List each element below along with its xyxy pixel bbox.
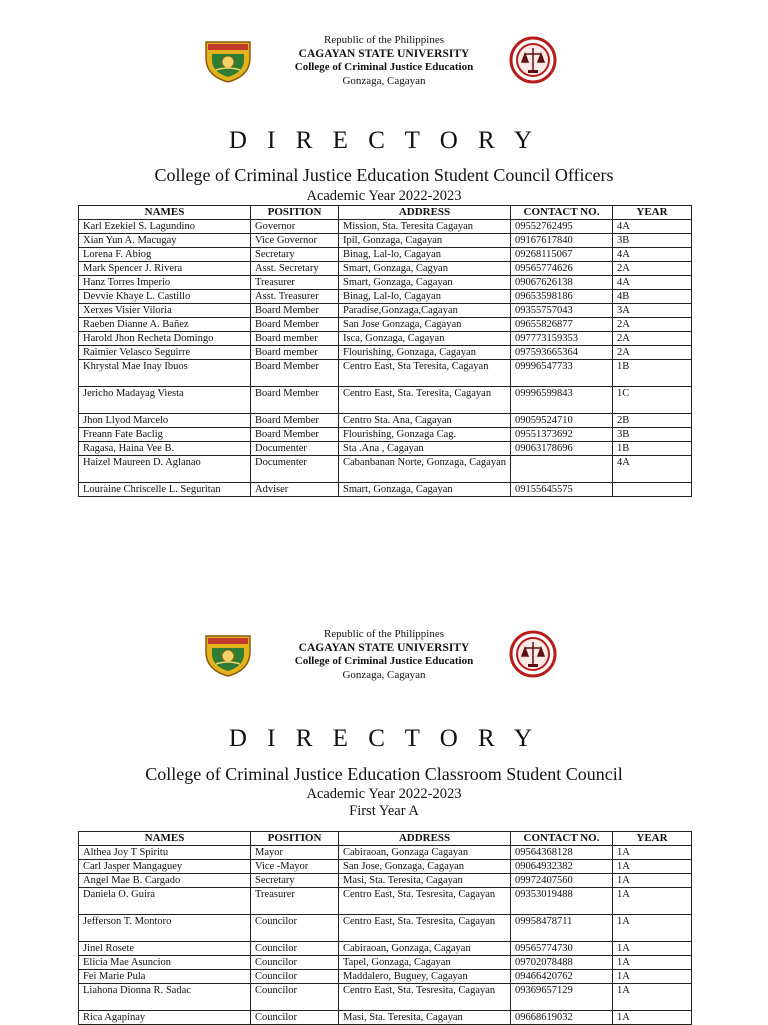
cell-position: Councilor: [251, 984, 339, 1011]
cell-address: San Jose, Gonzaga, Cagayan: [339, 860, 511, 874]
classroom-council-table: [78, 831, 692, 1025]
cell-contact: 09565774626: [511, 262, 613, 276]
letterhead-text: [234, 34, 534, 88]
table-row: [79, 942, 692, 956]
cell-name: Liahona Dionna R. Sadac: [79, 984, 251, 1011]
cell-name: Khrystal Mae Inay Ibuos: [79, 360, 251, 387]
cell-address: Centro East, Sta. Tesresita, Cagayan: [339, 915, 511, 942]
officers-table-body: [79, 220, 692, 497]
cell-address: Binag, Lal-lo, Cagayan: [339, 248, 511, 262]
cell-contact: 09355757043: [511, 304, 613, 318]
cell-name: Raimier Velasco Seguirre: [79, 346, 251, 360]
cell-year: 3B: [613, 234, 692, 248]
table-row: [79, 220, 692, 234]
cell-contact: [511, 456, 613, 483]
cell-name: Louraine Chriscelle L. Seguritan: [79, 483, 251, 497]
cell-name: Devvie Khaye L. Castillo: [79, 290, 251, 304]
cell-position: Asst. Secretary: [251, 262, 339, 276]
cell-contact: 09353019488: [511, 888, 613, 915]
cell-position: Vice -Mayor: [251, 860, 339, 874]
cell-address: Centro Sta. Ana, Cagayan: [339, 414, 511, 428]
cell-name: Xian Yun A. Macugay: [79, 234, 251, 248]
cell-position: Asst. Treasurer: [251, 290, 339, 304]
cell-year: 1C: [613, 387, 692, 414]
col-header-year: YEAR: [613, 206, 692, 220]
table-header-row: [79, 206, 692, 220]
table-row: [79, 442, 692, 456]
council-subtitle-2: College of Criminal Justice Education Classroom Student Council: [145, 764, 623, 784]
cell-position: Councilor: [251, 1011, 339, 1025]
cell-address: San Jose Gonzaga, Cagayan: [339, 318, 511, 332]
cell-contact: 09551373692: [511, 428, 613, 442]
college-name: College of Criminal Justice Education: [294, 61, 474, 73]
cell-position: Secretary: [251, 874, 339, 888]
table-row: [79, 262, 692, 276]
cell-year: 2A: [613, 318, 692, 332]
cell-position: Treasurer: [251, 276, 339, 290]
table-header-row: [79, 832, 692, 846]
cell-name: Jefferson T. Montoro: [79, 915, 251, 942]
table-row: [79, 428, 692, 442]
cell-contact: 09167617840: [511, 234, 613, 248]
directory-title-2: D I R E C T O R Y: [228, 725, 540, 752]
academic-year-2: Academic Year 2022-2023: [306, 786, 462, 802]
table-row: [79, 346, 692, 360]
university-name: CAGAYAN STATE UNIVERSITY: [298, 641, 470, 654]
table-row: [79, 248, 692, 262]
cell-contact: 09064932382: [511, 860, 613, 874]
cell-year: 1A: [613, 956, 692, 970]
directory-title-1: D I R E C T O R Y: [228, 127, 540, 154]
cell-position: Board member: [251, 346, 339, 360]
cell-address: Centro East, Sta. Tesresita, Cagayan: [339, 888, 511, 915]
cell-contact: 09063178696: [511, 442, 613, 456]
cell-name: Mark Spencer J. Rivera: [79, 262, 251, 276]
col-header-position: POSITION: [251, 206, 339, 220]
letterhead-text: [234, 628, 534, 682]
cell-name: Haizel Maureen D. Aglanao: [79, 456, 251, 483]
campus-location: Gonzaga, Cagayan: [342, 74, 426, 87]
cell-name: Jhon Llyod Marcelo: [79, 414, 251, 428]
cell-contact: 09565774730: [511, 942, 613, 956]
cell-name: Hanz Torres Imperio: [79, 276, 251, 290]
cell-year: 4A: [613, 276, 692, 290]
table-row: [79, 318, 692, 332]
cell-contact: 09067626138: [511, 276, 613, 290]
classroom-council-table-body: [79, 846, 692, 1025]
cell-address: Cabiraoan, Gonzaga, Cagayan: [339, 942, 511, 956]
table-row: [79, 888, 692, 915]
table-row: [79, 414, 692, 428]
cell-position: Board Member: [251, 304, 339, 318]
cell-name: Rica Agapinay: [79, 1011, 251, 1025]
cell-name: Ragasa, Haina Vee B.: [79, 442, 251, 456]
cell-name: Daniela O. Guira: [79, 888, 251, 915]
table-row: [79, 387, 692, 414]
cell-year: 1A: [613, 846, 692, 860]
class-label: First Year A: [349, 803, 419, 819]
cell-position: Documenter: [251, 456, 339, 483]
col-header-year: YEAR: [613, 832, 692, 846]
cell-address: Centro East, Sta. Tesresita, Cagayan: [339, 984, 511, 1011]
cell-year: 4A: [613, 248, 692, 262]
table-row: [79, 846, 692, 860]
cell-contact: 09996599843: [511, 387, 613, 414]
cell-contact: 09369657129: [511, 984, 613, 1011]
college-name: College of Criminal Justice Education: [294, 655, 474, 667]
cell-position: Vice Governor: [251, 234, 339, 248]
table-row: [79, 483, 692, 497]
cell-year: 4A: [613, 456, 692, 483]
letterhead-2: [0, 624, 768, 694]
cell-address: Maddalero, Buguey, Cagayan: [339, 970, 511, 984]
cell-contact: 097593665364: [511, 346, 613, 360]
cell-name: Raeben Dianne A. Bañez: [79, 318, 251, 332]
cell-year: 3B: [613, 428, 692, 442]
col-header-names: NAMES: [79, 206, 251, 220]
cell-address: Paradise,Gonzaga,Cagayan: [339, 304, 511, 318]
cell-year: 2A: [613, 346, 692, 360]
cell-position: Secretary: [251, 248, 339, 262]
university-name: CAGAYAN STATE UNIVERSITY: [298, 47, 470, 60]
cell-year: 1A: [613, 860, 692, 874]
cell-name: Jericho Madayag Viesta: [79, 387, 251, 414]
cell-position: Board Member: [251, 428, 339, 442]
cell-address: Masi, Sta. Teresita, Cagayan: [339, 874, 511, 888]
cell-address: Isca, Gonzaga, Cagayan: [339, 332, 511, 346]
cell-name: Harold Jhon Recheta Domingo: [79, 332, 251, 346]
cell-year: 1A: [613, 915, 692, 942]
cell-name: Jinel Rosete: [79, 942, 251, 956]
cell-address: Cabiraoan, Gonzaga Cagayan: [339, 846, 511, 860]
cell-position: Board Member: [251, 387, 339, 414]
cell-name: Freann Fate Baclig: [79, 428, 251, 442]
table-row: [79, 276, 692, 290]
cell-year: 4A: [613, 220, 692, 234]
cell-year: 1A: [613, 888, 692, 915]
table-row: [79, 304, 692, 318]
cell-contact: 09564368128: [511, 846, 613, 860]
col-header-contact: CONTACT NO.: [511, 832, 613, 846]
cell-position: Councilor: [251, 970, 339, 984]
council-subtitle-1: College of Criminal Justice Education Student Council Officers: [154, 165, 614, 185]
cell-contact: 09155645575: [511, 483, 613, 497]
cell-address: Sta .Ana , Cagayan: [339, 442, 511, 456]
officers-table: [78, 205, 692, 497]
col-header-names: NAMES: [79, 832, 251, 846]
cell-contact: 09655826877: [511, 318, 613, 332]
cell-name: Karl Ezekiel S. Lagundino: [79, 220, 251, 234]
cell-address: Flourishing, Gonzaga, Cagayan: [339, 346, 511, 360]
table-row: [79, 456, 692, 483]
cell-year: 1A: [613, 942, 692, 956]
republic-line: Republic of the Philippines: [323, 628, 445, 640]
cell-contact: 09702078488: [511, 956, 613, 970]
cell-year: 1B: [613, 442, 692, 456]
cell-address: Cabanbanan Norte, Gonzaga, Cagayan: [339, 456, 511, 483]
campus-location: Gonzaga, Cagayan: [342, 668, 426, 681]
academic-year-1: Academic Year 2022-2023: [306, 188, 462, 204]
cell-position: Councilor: [251, 956, 339, 970]
table-row: [79, 860, 692, 874]
cell-address: Tapel, Gonzaga, Cagayan: [339, 956, 511, 970]
cell-address: Flourishing, Gonzaga Cag.: [339, 428, 511, 442]
cell-contact: 09552762495: [511, 220, 613, 234]
cell-position: Board Member: [251, 318, 339, 332]
cell-contact: 09059524710: [511, 414, 613, 428]
cell-address: Smart, Gonzaga, Cagyan: [339, 262, 511, 276]
table-row: [79, 360, 692, 387]
table-row: [79, 915, 692, 942]
table-row: [79, 874, 692, 888]
college-seal-icon: [509, 36, 557, 84]
cell-contact: 09996547733: [511, 360, 613, 387]
cell-contact: 09972407560: [511, 874, 613, 888]
cell-address: Mission, Sta. Teresita Cagayan: [339, 220, 511, 234]
table-row: [79, 970, 692, 984]
cell-year: 3A: [613, 304, 692, 318]
cell-name: Carl Jasper Mangaguey: [79, 860, 251, 874]
cell-name: Xerxes Visier Viloria: [79, 304, 251, 318]
cell-year: 1B: [613, 360, 692, 387]
col-header-position: POSITION: [251, 832, 339, 846]
cell-position: Governor: [251, 220, 339, 234]
cell-position: Councilor: [251, 942, 339, 956]
col-header-address: ADDRESS: [339, 206, 511, 220]
cell-name: Fei Marie Pula: [79, 970, 251, 984]
table-row: [79, 290, 692, 304]
cell-year: 1A: [613, 984, 692, 1011]
cell-year: 2A: [613, 332, 692, 346]
cell-position: Documenter: [251, 442, 339, 456]
cell-address: Centro East, Sta. Teresita, Cagayan: [339, 387, 511, 414]
table-row: [79, 984, 692, 1011]
cell-address: Binag, Lal-lo, Cagayan: [339, 290, 511, 304]
cell-position: Treasurer: [251, 888, 339, 915]
cell-position: Board Member: [251, 414, 339, 428]
cell-address: Masi, Sta. Teresita, Cagayan: [339, 1011, 511, 1025]
cell-year: 1A: [613, 874, 692, 888]
cell-position: Mayor: [251, 846, 339, 860]
col-header-address: ADDRESS: [339, 832, 511, 846]
cell-address: Centro East, Sta Teresita, Cagayan: [339, 360, 511, 387]
cell-contact: 09668619032: [511, 1011, 613, 1025]
cell-contact: 097773159353: [511, 332, 613, 346]
cell-year: 1A: [613, 1011, 692, 1025]
cell-contact: 09268115067: [511, 248, 613, 262]
letterhead-1: [0, 30, 768, 100]
cell-address: Smart, Gonzaga, Cagayan: [339, 483, 511, 497]
col-header-contact: CONTACT NO.: [511, 206, 613, 220]
cell-year: 4B: [613, 290, 692, 304]
cell-year: 1A: [613, 970, 692, 984]
cell-position: Adviser: [251, 483, 339, 497]
republic-line: Republic of the Philippines: [323, 34, 445, 46]
cell-address: Ipil, Gonzaga, Cagayan: [339, 234, 511, 248]
cell-contact: 09653598186: [511, 290, 613, 304]
table-row: [79, 956, 692, 970]
cell-position: Councilor: [251, 915, 339, 942]
cell-contact: 09466420762: [511, 970, 613, 984]
college-seal-icon: [509, 630, 557, 678]
cell-name: Angel Mae B. Cargado: [79, 874, 251, 888]
table-row: [79, 234, 692, 248]
cell-name: Lorena F. Abiog: [79, 248, 251, 262]
cell-year: [613, 483, 692, 497]
cell-name: Althea Joy T Spiritu: [79, 846, 251, 860]
table-row: [79, 332, 692, 346]
cell-year: 2A: [613, 262, 692, 276]
cell-year: 2B: [613, 414, 692, 428]
cell-address: Smart, Gonzaga, Cagayan: [339, 276, 511, 290]
table-row: [79, 1011, 692, 1025]
cell-name: Elicia Mae Asuncion: [79, 956, 251, 970]
cell-position: Board Member: [251, 360, 339, 387]
cell-position: Board member: [251, 332, 339, 346]
cell-contact: 09958478711: [511, 915, 613, 942]
